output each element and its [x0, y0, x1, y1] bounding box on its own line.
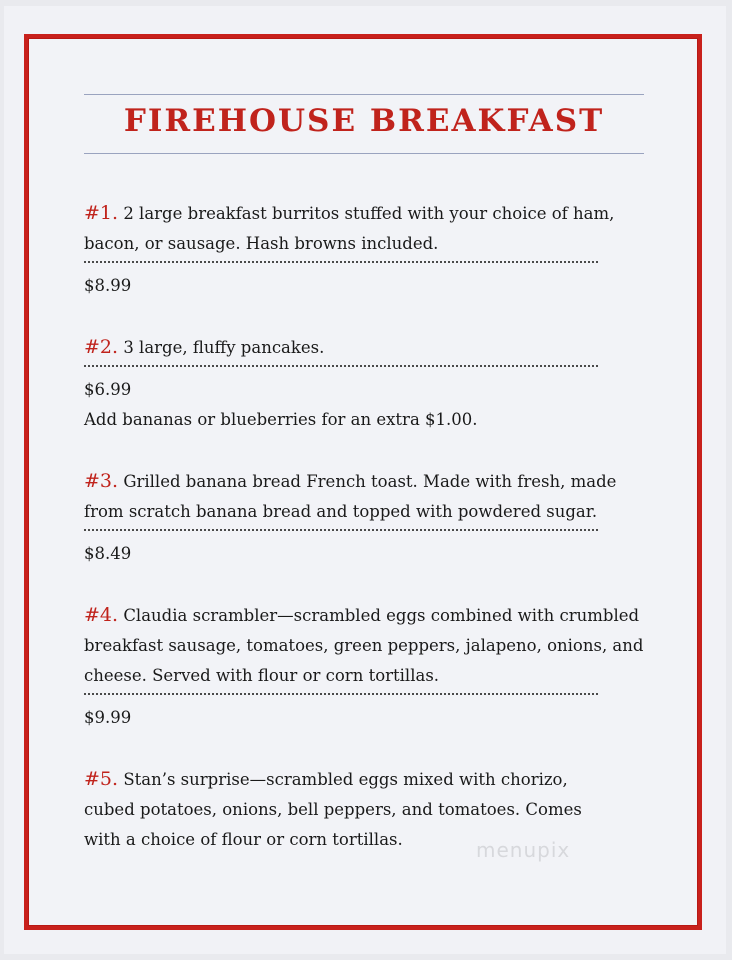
- menu-item-2: [84, 332, 644, 435]
- menu-item-3-description: Grilled banana bread French toast. Made with fresh, made from scratch banana bread and topped with powdered sugar.: [84, 472, 617, 521]
- dotted-leader: [84, 261, 598, 263]
- menu-item-2-note: Add bananas or blueberries for an extra $1.00.: [84, 410, 478, 429]
- menu-title: FIREHOUSE BREAKFAST: [123, 103, 605, 139]
- menu-item-2-description: 3 large, fluffy pancakes.: [123, 338, 325, 357]
- menu-item-4-price: $9.99: [84, 708, 132, 727]
- dotted-leader: [84, 529, 598, 531]
- menu-page: [4, 6, 726, 954]
- menu-item-1: [84, 198, 644, 301]
- menu-item-5-description: Stan’s surprise—scrambled eggs mixed with chorizo, cubed potatoes, onions, bell peppers, and tomatoes. Comes with a choice of flour or corn tortillas.: [84, 770, 582, 849]
- menu-item-3-text: [84, 466, 644, 527]
- menupix-watermark: menupix: [476, 838, 571, 862]
- menu-item-1-number: #1.: [84, 202, 119, 224]
- menu-item-3-number: #3.: [84, 470, 119, 492]
- menu-frame: [24, 34, 702, 930]
- menu-item-2-price: $6.99: [84, 380, 132, 399]
- menu-item-4-text: [84, 600, 644, 691]
- menu-item-1-price: $8.99: [84, 276, 132, 295]
- dotted-leader: [84, 693, 598, 695]
- title-banner: [84, 94, 644, 154]
- menu-item-2-text: [84, 332, 644, 363]
- menu-item-4-number: #4.: [84, 604, 119, 626]
- menu-item-1-text: [84, 198, 624, 259]
- menu-item-1-description: 2 large breakfast burritos stuffed with your choice of ham, bacon, or sausage. Hash browns included.: [84, 204, 615, 253]
- menu-item-4: [84, 600, 644, 733]
- menu-item-3-price: $8.49: [84, 544, 132, 563]
- menu-item-4-description: Claudia scrambler—scrambled eggs combined with crumbled breakfast sausage, tomatoes, green peppers, jalapeno, onions, and cheese. Served with flour or corn tortillas.: [84, 606, 644, 685]
- dotted-leader: [84, 365, 598, 367]
- menu-item-5-number: #5.: [84, 768, 119, 790]
- menu-item-2-number: #2.: [84, 336, 119, 358]
- menu-item-3: [84, 466, 644, 569]
